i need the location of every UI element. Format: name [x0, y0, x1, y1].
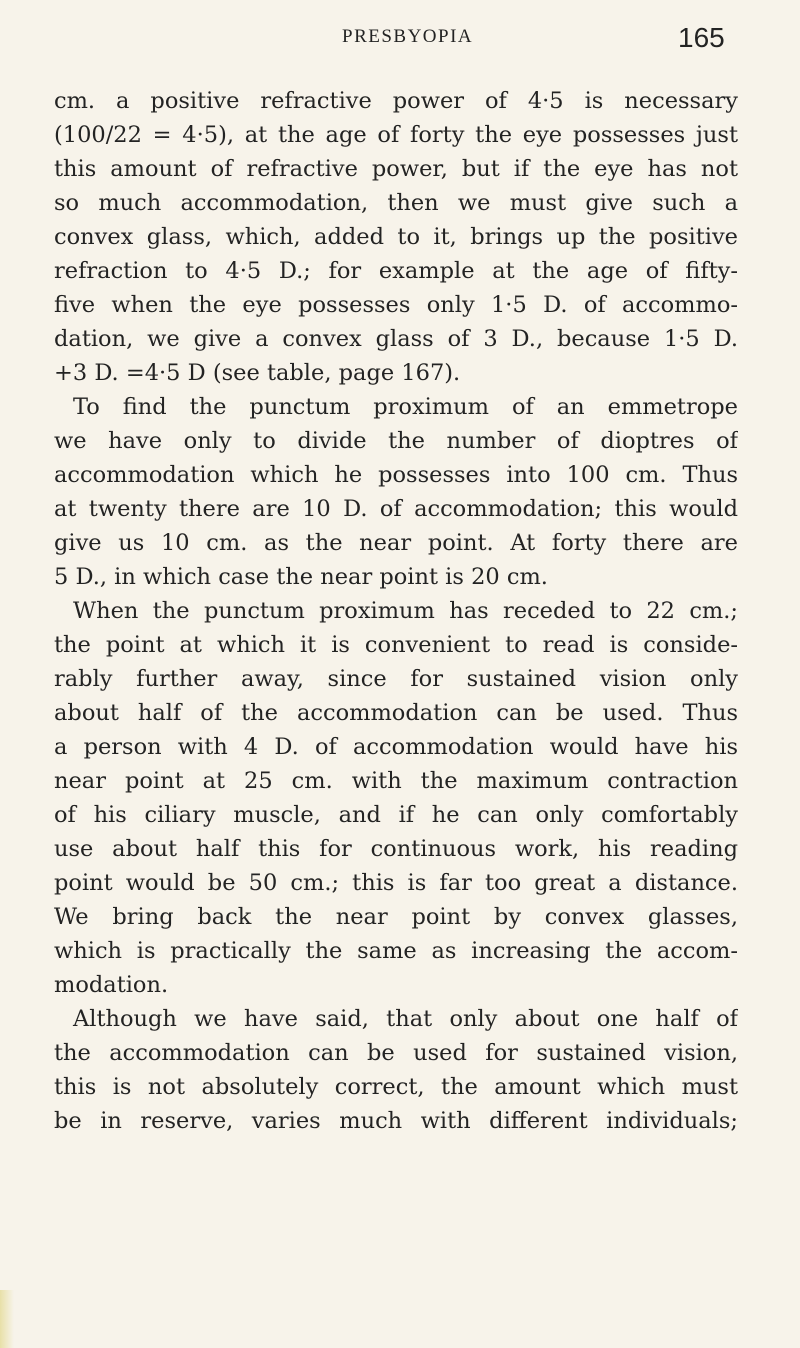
paragraph-start-line: Although we have said, that only about one half of [73, 1006, 738, 1032]
text-line: (100/22 = 4·5), at the age of forty the eye possesses just [54, 122, 738, 148]
page-header [0, 22, 800, 62]
text-line: use about half this for continuous work, his reading [54, 836, 738, 862]
text-line: We bring back the near point by convex glasses, [54, 904, 738, 930]
paragraph-start-line: When the punctum proximum has receded to 22 cm.; [73, 598, 738, 624]
text-line: at twenty there are 10 D. of accommodation; this would [54, 496, 738, 522]
text-line: the point at which it is convenient to read is conside- [54, 632, 738, 658]
text-line: we have only to divide the number of dioptres of [54, 428, 738, 454]
text-line: give us 10 cm. as the near point. At forty there are [54, 530, 738, 556]
paragraph-start-line: To find the punctum proximum of an emmetrope [73, 394, 738, 420]
text-line: this is not absolutely correct, the amount which must [54, 1074, 738, 1100]
text-line: the accommodation can be used for sustained vision, [54, 1040, 738, 1066]
text-line: +3 D. =4·5 D (see table, page 167). [54, 360, 461, 386]
text-line: dation, we give a convex glass of 3 D., because 1·5 D. [54, 326, 738, 352]
text-line: be in reserve, varies much with different individuals; [54, 1108, 738, 1134]
page-number: 165 [678, 22, 725, 53]
text-line: a person with 4 D. of accommodation would have his [54, 734, 738, 760]
running-title: PRESBYOPIA [342, 26, 474, 47]
text-line: cm. a positive refractive power of 4·5 is necessary [54, 88, 738, 114]
text-line: convex glass, which, added to it, brings up the positive [54, 224, 738, 250]
text-line: point would be 50 cm.; this is far too great a distance. [54, 870, 738, 896]
text-line: rably further away, since for sustained vision only [54, 666, 738, 692]
page-edge-shadow [0, 1290, 14, 1348]
text-line: about half of the accommodation can be used. Thus [54, 700, 738, 726]
text-line: of his ciliary muscle, and if he can only comfortably [54, 802, 738, 828]
text-line: which is practically the same as increasing the accom- [54, 938, 738, 964]
text-line: near point at 25 cm. with the maximum contraction [54, 768, 738, 794]
text-line: refraction to 4·5 D.; for example at the age of fifty- [54, 258, 738, 284]
text-line: five when the eye possesses only 1·5 D. of accommo- [54, 292, 738, 318]
text-line: modation. [54, 972, 169, 998]
text-line: so much accommodation, then we must give such a [54, 190, 738, 216]
page-body [54, 84, 738, 1138]
text-line: 5 D., in which case the near point is 20 cm. [54, 564, 548, 590]
text-line: this amount of refractive power, but if the eye has not [54, 156, 738, 182]
text-line: accommodation which he possesses into 100 cm. Thus [54, 462, 738, 488]
